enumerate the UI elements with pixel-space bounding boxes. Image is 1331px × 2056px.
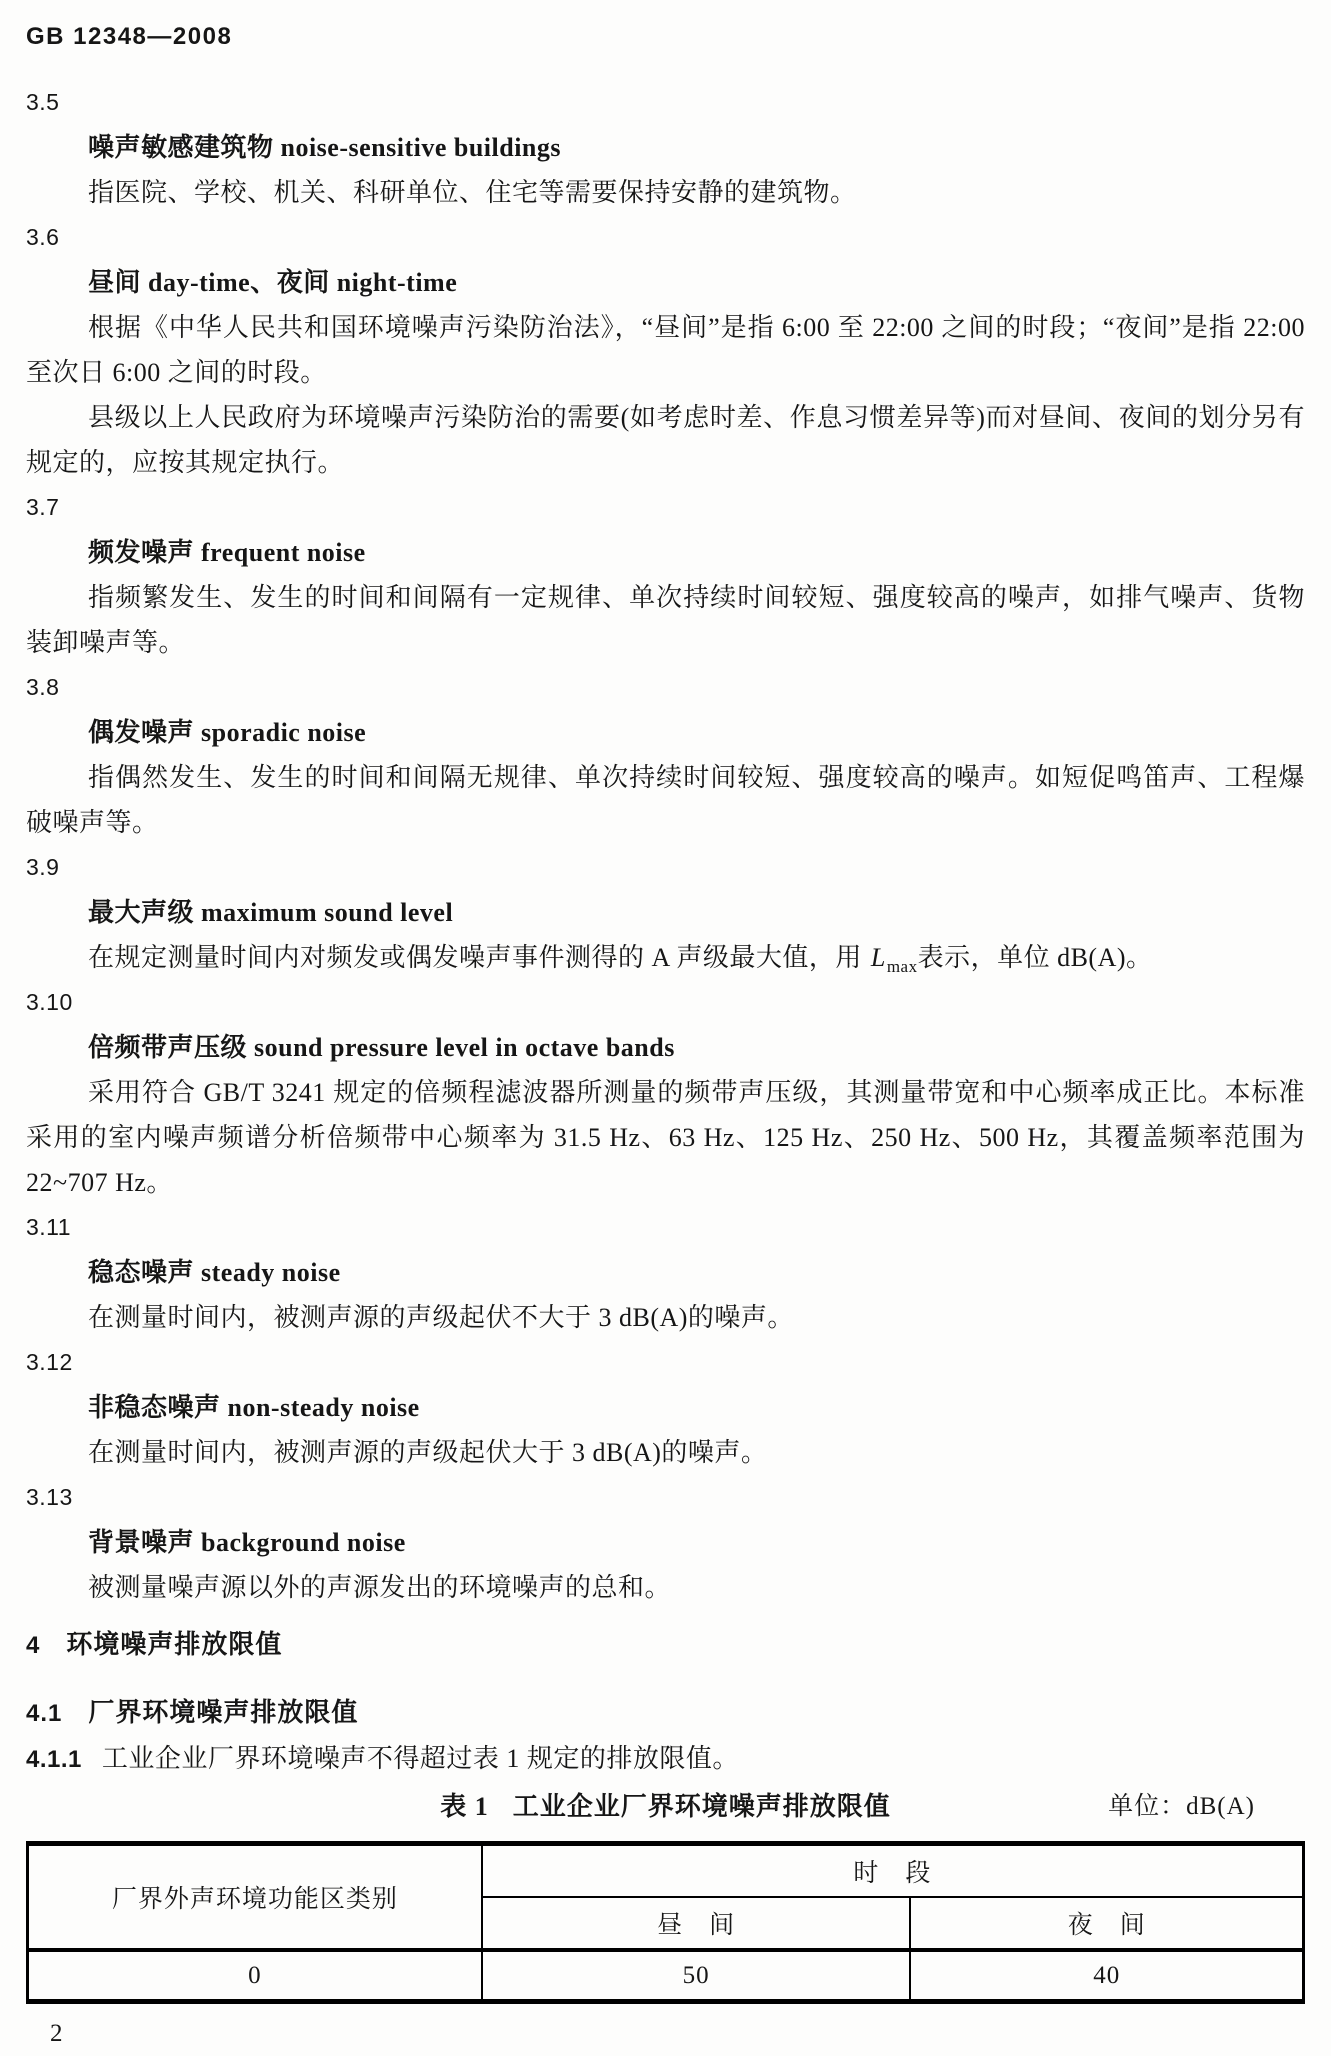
clause-paragraph: 在测量时间内，被测声源的声级起伏大于 3 dB(A)的噪声。	[88, 1438, 768, 1467]
clause-paragraph: 县级以上人民政府为环境噪声污染防治的需要(如考虑时差、作息习惯差异等)而对昼间、夜间的划分另有规定的，应按其规定执行。	[26, 403, 1305, 477]
clause-number: 3.8	[26, 674, 60, 700]
table-header-row-period	[28, 1844, 1304, 1898]
clause-paragraph: 被测量噪声源以外的声源发出的环境噪声的总和。	[88, 1573, 672, 1602]
clause-3-5	[26, 80, 1305, 215]
clause-3-11	[26, 1205, 1305, 1340]
clause-paragraph: 指偶然发生、发生的时间和间隔无规律、单次持续时间较短、强度较高的噪声。如短促鸣笛声、工程爆破噪声等。	[26, 763, 1305, 837]
standard-number-header: GB 12348—2008	[26, 23, 233, 50]
lmax-pre-text: 在规定测量时间内对频发或偶发噪声事件测得的 A 声级最大值，用	[88, 943, 869, 972]
lmax-symbol: L	[870, 943, 886, 972]
cell-category: 0	[28, 1950, 482, 2002]
clause-number: 4.1.1	[26, 1746, 82, 1773]
section-4-1-heading	[26, 1690, 1305, 1736]
clause-paragraph: 在测量时间内，被测声源的声级起伏不大于 3 dB(A)的噪声。	[88, 1303, 794, 1332]
table-caption-title: 工业企业厂界环境噪声排放限值	[512, 1792, 891, 1821]
clause-number: 3.9	[26, 854, 60, 880]
term-heading: 频发噪声 frequent noise	[88, 538, 366, 567]
clause-paragraph: 采用符合 GB/T 3241 规定的倍频程滤波器所测量的频带声压级，其测量带宽和中心频率成正比。本标准采用的室内噪声频谱分析倍频带中心频率为 31.5 Hz、63 Hz、125 Hz、250 Hz、500 Hz，其覆盖频率范围为 22~707 Hz。	[26, 1078, 1305, 1197]
lmax-post-text: 表示，单位 dB(A)。	[917, 943, 1153, 972]
clause-3-13	[26, 1475, 1305, 1610]
term-heading: 最大声级 maximum sound level	[88, 898, 454, 927]
cell-day-limit: 50	[482, 1950, 911, 2002]
table-header-day: 昼 间	[482, 1897, 911, 1950]
clause-number: 3.13	[26, 1484, 73, 1510]
clause-number: 3.11	[26, 1214, 72, 1240]
clause-3-7	[26, 485, 1305, 665]
clause-3-9	[26, 845, 1305, 980]
clause-paragraph-lmax	[26, 935, 1305, 980]
clause-text: 工业企业厂界环境噪声不得超过表 1 规定的排放限值。	[101, 1744, 739, 1773]
clause-4-1-1	[26, 1736, 1305, 1782]
clause-paragraph: 根据《中华人民共和国环境噪声污染防治法》，“昼间”是指 6:00 至 22:00 之间的时段；“夜间”是指 22:00 至次日 6:00 之间的时段。	[26, 313, 1305, 387]
table-row	[28, 1950, 1304, 2002]
section-title: 厂界环境噪声排放限值	[88, 1698, 359, 1727]
table-header-category: 厂界外声环境功能区类别	[28, 1844, 482, 1951]
table-caption-row	[26, 1784, 1305, 1833]
clause-number: 3.7	[26, 494, 60, 520]
chapter-title: 环境噪声排放限值	[66, 1630, 283, 1659]
clause-3-10	[26, 980, 1305, 1205]
term-heading: 昼间 day-time、夜间 night-time	[88, 268, 458, 297]
cell-night-limit: 40	[910, 1950, 1303, 2002]
clause-3-8	[26, 665, 1305, 845]
noise-limit-table	[26, 1841, 1305, 2004]
term-heading: 非稳态噪声 non-steady noise	[88, 1393, 420, 1422]
section-number: 4.1	[26, 1700, 63, 1727]
lmax-subscript: max	[886, 957, 918, 976]
page-number: 2	[50, 2020, 63, 2047]
clause-number: 3.10	[26, 989, 73, 1015]
table-caption-label: 表 1	[440, 1792, 489, 1821]
term-heading: 背景噪声 background noise	[88, 1528, 406, 1557]
term-heading: 倍频带声压级 sound pressure level in octave bands	[88, 1033, 675, 1062]
chapter-number: 4	[26, 1632, 41, 1659]
clause-paragraph: 指频繁发生、发生的时间和间隔有一定规律、单次持续时间较短、强度较高的噪声，如排气噪声、货物装卸噪声等。	[26, 583, 1305, 657]
term-heading: 偶发噪声 sporadic noise	[88, 718, 367, 747]
term-heading: 稳态噪声 steady noise	[88, 1258, 341, 1287]
clause-number: 3.5	[26, 89, 60, 115]
table-caption	[440, 1792, 891, 1821]
table-header-period: 时 段	[482, 1844, 1304, 1898]
table-unit-label: 单位：dB(A)	[1108, 1793, 1255, 1820]
clause-3-6	[26, 215, 1305, 485]
table-header-night: 夜 间	[910, 1897, 1303, 1950]
clause-number: 3.6	[26, 224, 60, 250]
clause-3-12	[26, 1340, 1305, 1475]
term-heading: 噪声敏感建筑物 noise-sensitive buildings	[88, 133, 562, 162]
chapter-4-heading	[26, 1622, 1305, 1668]
clause-paragraph: 指医院、学校、机关、科研单位、住宅等需要保持安静的建筑物。	[88, 178, 857, 207]
clause-number: 3.12	[26, 1349, 73, 1375]
